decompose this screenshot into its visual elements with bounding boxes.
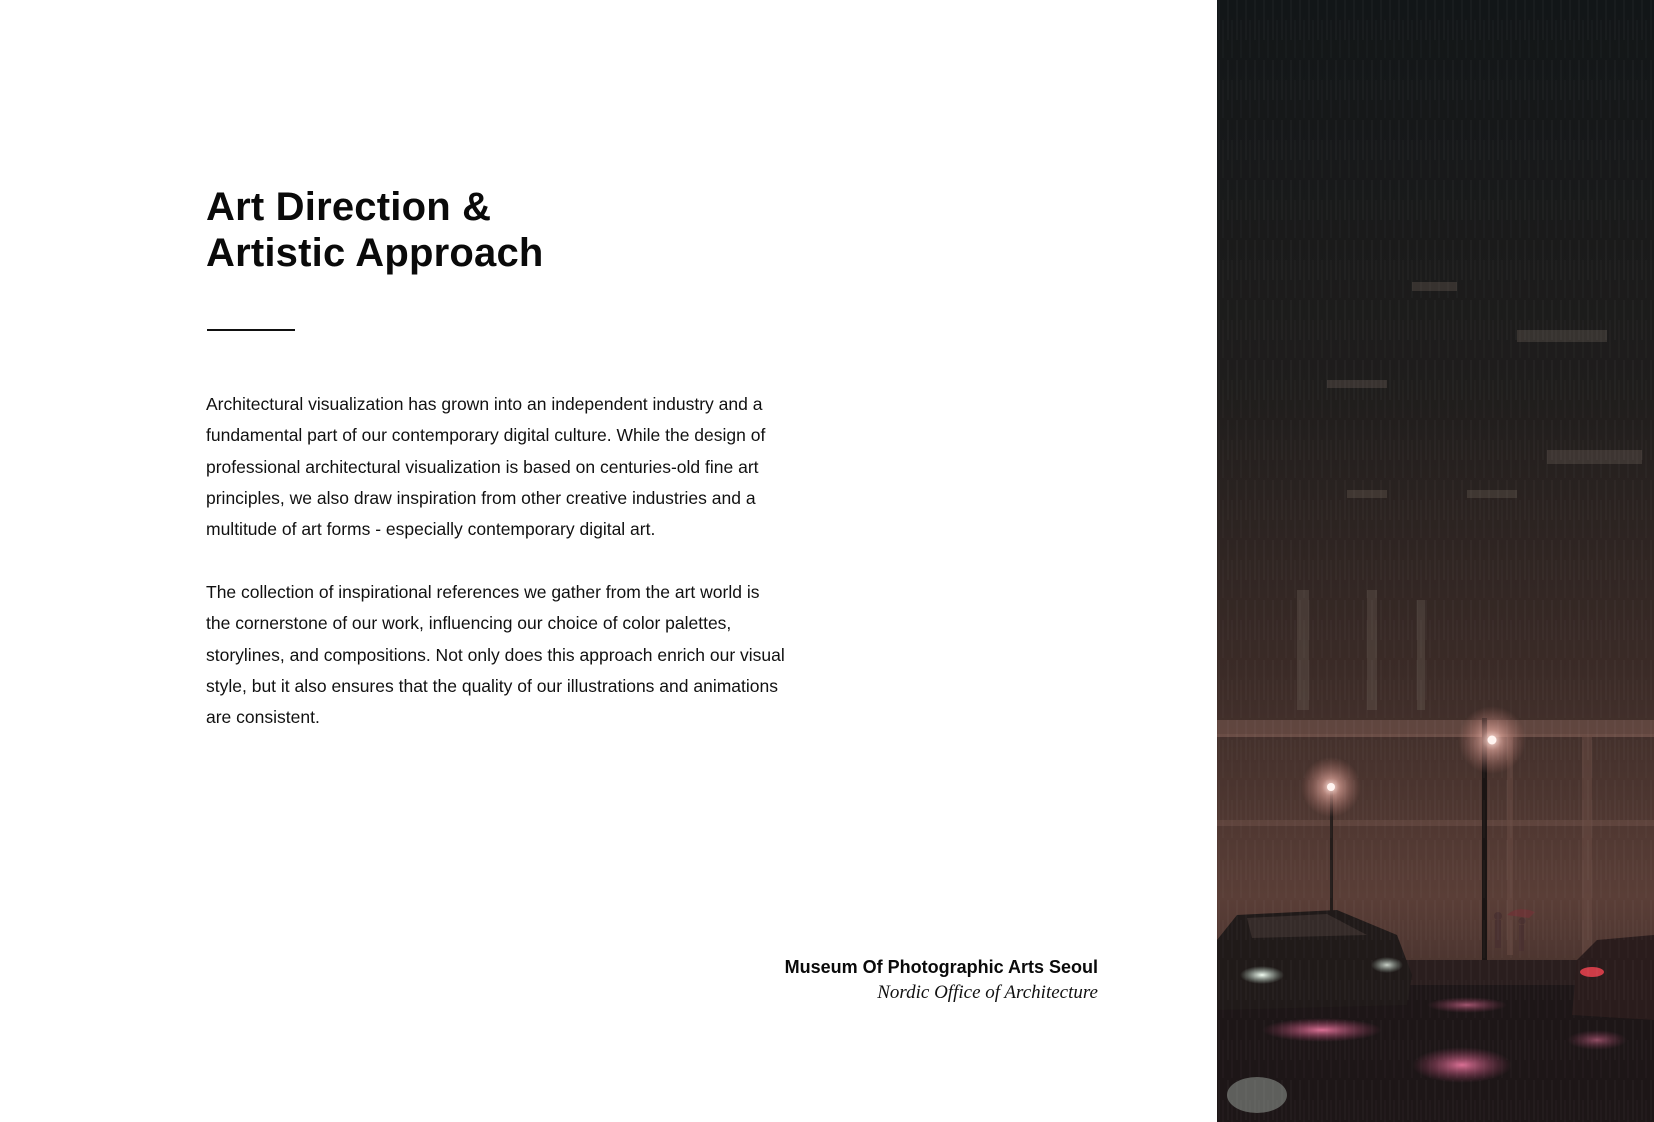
title-divider <box>207 329 295 331</box>
rainy-street-photo <box>1217 0 1654 1122</box>
image-credit <box>785 953 1098 1005</box>
credit-project-name: Museum Of Photographic Arts Seoul <box>784 957 1098 977</box>
body-paragraph-2: The collection of inspirational references we gather from the art world is the cornerstone of our work, influencing our choice of color palettes, storylines, and compositions. Not only does this approach enrich our visual style, but it also ensures that the quality of our illustrations and animations are consistent. <box>206 582 785 728</box>
title-line-2: Artistic Approach <box>206 231 544 275</box>
body-paragraph-1: Architectural visualization has grown into an independent industry and a fundamental part of our contemporary digital culture. While the design of professional architectural visualization is based on centuries-old fine art principles, we also draw inspiration from other creative industries and a multitude of art forms - especially contemporary digital art. <box>206 394 766 540</box>
page-title <box>206 184 544 276</box>
credit-studio-name: Nordic Office of Architecture <box>877 982 1098 1003</box>
title-line-1: Art Direction & <box>206 185 492 229</box>
